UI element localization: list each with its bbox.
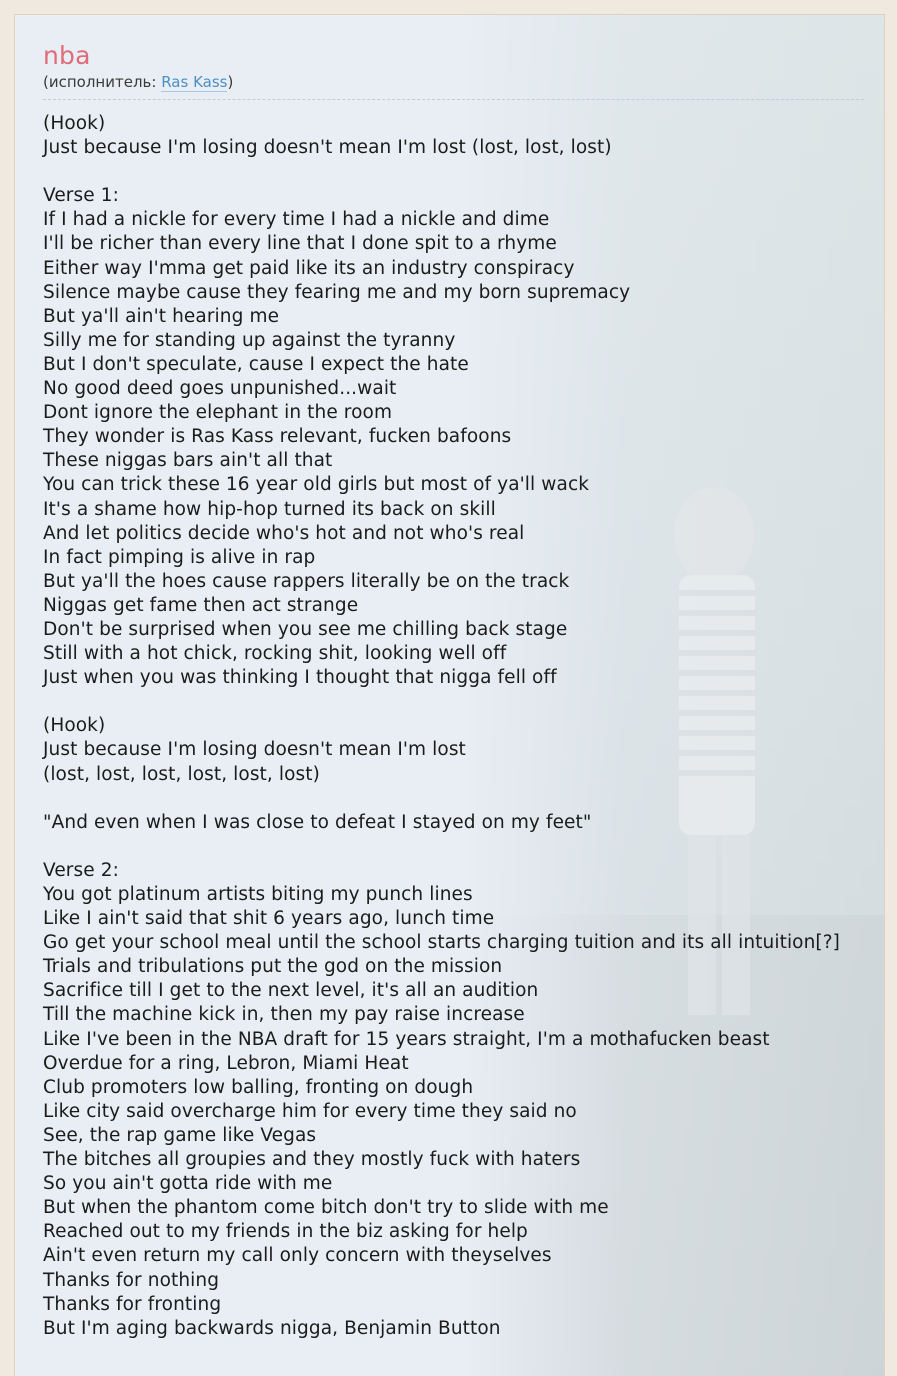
lyrics-body bbox=[43, 112, 864, 1341]
lyrics-line: These niggas bars ain't all that bbox=[43, 450, 333, 472]
lyrics-line: You can trick these 16 year old girls but most of ya'll wack bbox=[43, 474, 590, 496]
lyrics-line: (Hook) bbox=[43, 715, 106, 737]
lyrics-line: Trials and tribulations put the god on the mission bbox=[43, 956, 503, 978]
artist-link[interactable]: Ras Kass bbox=[161, 73, 228, 91]
lyrics-line: Either way I'mma get paid like its an industry conspiracy bbox=[43, 257, 575, 279]
lyrics-line: Thanks for nothing bbox=[43, 1269, 220, 1291]
artist-line bbox=[43, 73, 864, 100]
lyrics-line: But ya'll the hoes cause rappers literally be on the track bbox=[43, 570, 570, 592]
lyrics-line: Dont ignore the elephant in the room bbox=[43, 402, 393, 424]
lyrics-line: Thanks for fronting bbox=[43, 1293, 222, 1315]
lyrics-paper-panel bbox=[14, 14, 885, 1376]
lyrics-line: I'll be richer than every line that I done spit to a rhyme bbox=[43, 233, 557, 255]
lyrics-line: And let politics decide who's hot and not who's real bbox=[43, 522, 525, 544]
page-title: nba bbox=[43, 41, 91, 70]
lyrics-line: Verse 2: bbox=[43, 859, 119, 881]
lyrics-line: Silly me for standing up against the tyranny bbox=[43, 329, 456, 351]
lyrics-line: In fact pimping is alive in rap bbox=[43, 546, 316, 568]
lyrics-line: So you ain't gotta ride with me bbox=[43, 1173, 333, 1195]
lyrics-line: Club promoters low balling, fronting on dough bbox=[43, 1076, 474, 1098]
lyrics-line: It's a shame how hip-hop turned its back on skill bbox=[43, 498, 496, 520]
lyrics-line: Just because I'm losing doesn't mean I'm lost bbox=[43, 739, 466, 761]
lyrics-line: Like I've been in the NBA draft for 15 years straight, I'm a mothafucken beast bbox=[43, 1028, 770, 1050]
lyrics-line: But I don't speculate, cause I expect the hate bbox=[43, 353, 469, 375]
lyrics-blank-line bbox=[43, 835, 864, 859]
lyrics-line: Just because I'm losing doesn't mean I'm lost (lost, lost, lost) bbox=[43, 137, 612, 159]
lyrics-line: But I'm aging backwards nigga, Benjamin Button bbox=[43, 1317, 501, 1339]
artist-prefix-label: (исполнитель: bbox=[43, 73, 162, 91]
lyrics-line: Like I ain't said that shit 6 years ago, lunch time bbox=[43, 908, 495, 930]
lyrics-line: "And even when I was close to defeat I stayed on my feet" bbox=[43, 811, 592, 833]
lyrics-line: Ain't even return my call only concern with theyselves bbox=[43, 1245, 552, 1267]
lyrics-blank-line bbox=[43, 690, 864, 714]
lyrics-line: Still with a hot chick, rocking shit, looking well off bbox=[43, 643, 507, 665]
lyrics-line: Till the machine kick in, then my pay raise increase bbox=[43, 1004, 525, 1026]
lyrics-line: But ya'll ain't hearing me bbox=[43, 305, 280, 327]
lyrics-line: Go get your school meal until the school starts charging tuition and its all intuition[?] bbox=[43, 932, 840, 954]
lyrics-line: Just when you was thinking I thought that nigga fell off bbox=[43, 667, 557, 689]
lyrics-line: (lost, lost, lost, lost, lost, lost) bbox=[43, 763, 320, 785]
lyrics-line: Like city said overcharge him for every time they said no bbox=[43, 1100, 577, 1122]
lyrics-line: Reached out to my friends in the biz asking for help bbox=[43, 1221, 528, 1243]
artist-suffix-label: ) bbox=[227, 73, 234, 91]
lyrics-line: You got platinum artists biting my punch lines bbox=[43, 884, 473, 905]
lyrics-blank-line bbox=[43, 160, 864, 184]
lyrics-line: Silence maybe cause they fearing me and my born supremacy bbox=[43, 281, 631, 303]
lyrics-line: No good deed goes unpunished...wait bbox=[43, 378, 397, 400]
lyrics-line: Don't be surprised when you see me chilling back stage bbox=[43, 618, 568, 640]
document-content bbox=[15, 15, 884, 1341]
lyrics-line: They wonder is Ras Kass relevant, fucken bafoons bbox=[43, 426, 512, 448]
lyrics-line: If I had a nickle for every time I had a nickle and dime bbox=[43, 209, 550, 231]
lyrics-line: The bitches all groupies and they mostly fuck with haters bbox=[43, 1149, 581, 1171]
lyrics-line: Overdue for a ring, Lebron, Miami Heat bbox=[43, 1052, 409, 1074]
lyrics-line: Verse 1: bbox=[43, 185, 119, 207]
lyrics-line: But when the phantom come bitch don't try to slide with me bbox=[43, 1197, 609, 1219]
lyrics-line: (Hook) bbox=[43, 113, 106, 134]
lyrics-line: Niggas get fame then act strange bbox=[43, 594, 359, 616]
lyrics-blank-line bbox=[43, 787, 864, 811]
lyrics-line: Sacrifice till I get to the next level, it's all an audition bbox=[43, 980, 539, 1002]
lyrics-line: See, the rap game like Vegas bbox=[43, 1124, 317, 1146]
